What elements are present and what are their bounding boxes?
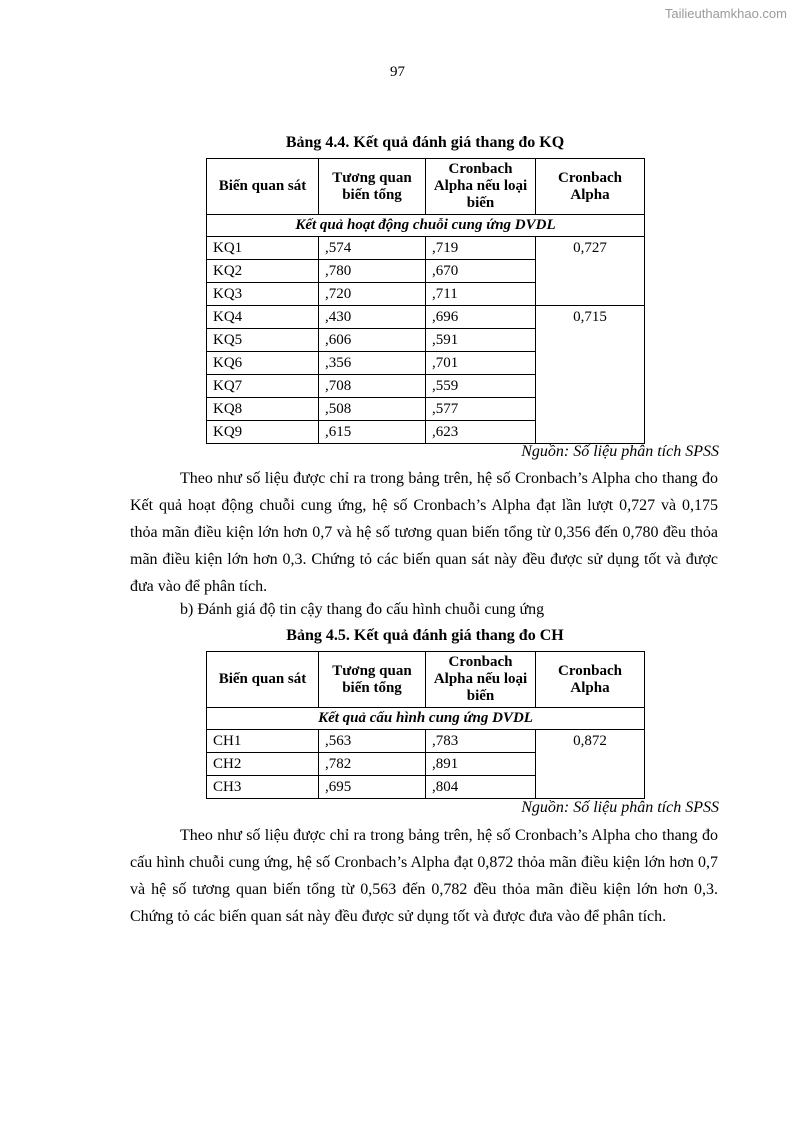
table-row: [207, 306, 645, 329]
table-cell-alpha: 0,872: [536, 730, 645, 799]
table-cell-corr: ,574: [319, 237, 426, 260]
table1-group-label: Kết quả hoạt động chuỗi cung ứng DVDL: [207, 215, 645, 237]
table-cell-alpha: 0,715: [536, 306, 645, 444]
table-cell-corr: ,720: [319, 283, 426, 306]
table2-header-alpha: Cronbach Alpha: [536, 652, 645, 708]
table2-header-alpha-if: Cronbach Alpha nếu loại biến: [426, 652, 536, 708]
table2: [206, 651, 645, 799]
table-cell-corr: ,606: [319, 329, 426, 352]
table1-group-row: [207, 215, 645, 237]
table-cell-alpha-if: ,670: [426, 260, 536, 283]
table1-header-alpha: Cronbach Alpha: [536, 159, 645, 215]
table-cell-alpha-if: ,783: [426, 730, 536, 753]
table2-caption: Bảng 4.5. Kết quả đánh giá thang đo CH: [286, 627, 564, 644]
table-cell-alpha-if: ,623: [426, 421, 536, 444]
table-cell-item: KQ8: [207, 398, 319, 421]
table2-header-item: Biến quan sát: [207, 652, 319, 708]
table-cell-corr: ,430: [319, 306, 426, 329]
paragraph-2: Theo như số liệu được chỉ ra trong bảng trên, hệ số Cronbach’s Alpha cho thang đo cấu hình chuỗi cung ứng, hệ số Cronbach’s Alpha đạt 0,872 thỏa mãn điều kiện lớn hơn 0,7 và hệ số tương quan biến tổng từ 0,563 đến 0,782 đều thỏa mãn điều kiện lớn hơn 0,3. Chứng tỏ các biến quan sát này đều được sử dụng tốt và được đưa vào để phân tích.: [130, 827, 718, 925]
table-cell-item: KQ6: [207, 352, 319, 375]
table-cell-alpha-if: ,719: [426, 237, 536, 260]
table-cell-item: KQ4: [207, 306, 319, 329]
table-cell-item: KQ3: [207, 283, 319, 306]
table-cell-alpha-if: ,559: [426, 375, 536, 398]
table-cell-alpha-if: ,804: [426, 776, 536, 799]
table-cell-corr: ,508: [319, 398, 426, 421]
table-cell-alpha-if: ,696: [426, 306, 536, 329]
section-subheading: b) Đánh giá độ tin cậy thang đo cấu hình chuỗi cung ứng: [180, 601, 545, 618]
table-cell-corr: ,782: [319, 753, 426, 776]
table-cell-item: CH1: [207, 730, 319, 753]
table-cell-item: KQ7: [207, 375, 319, 398]
table1-header-corr: Tương quan biến tổng: [319, 159, 426, 215]
table-cell-corr: ,615: [319, 421, 426, 444]
table1-header-row: [207, 159, 645, 215]
table-cell-corr: ,708: [319, 375, 426, 398]
table1-source: Nguồn: Số liệu phân tích SPSS: [521, 443, 719, 460]
table2-header-row: [207, 652, 645, 708]
page-number: 97: [390, 64, 405, 80]
watermark: Tailieuthamkhao.com: [664, 6, 787, 21]
table2-source: Nguồn: Số liệu phân tích SPSS: [521, 799, 719, 816]
table-cell-item: CH2: [207, 753, 319, 776]
table-cell-alpha-if: ,577: [426, 398, 536, 421]
table1-caption: Bảng 4.4. Kết quả đánh giá thang đo KQ: [285, 134, 565, 151]
table-row: [207, 730, 645, 753]
table-cell-alpha-if: ,591: [426, 329, 536, 352]
table-cell-alpha-if: ,711: [426, 283, 536, 306]
table-cell-item: KQ5: [207, 329, 319, 352]
table1-header-item: Biến quan sát: [207, 159, 319, 215]
table2-group-label: Kết quả cấu hình cung ứng DVDL: [207, 708, 645, 730]
table-cell-alpha: 0,727: [536, 237, 645, 306]
table-cell-alpha-if: ,891: [426, 753, 536, 776]
table-cell-item: KQ2: [207, 260, 319, 283]
table-cell-item: KQ9: [207, 421, 319, 444]
table2-header-corr: Tương quan biến tổng: [319, 652, 426, 708]
table1: [206, 158, 645, 444]
table-row: [207, 237, 645, 260]
table1-header-alpha-if: Cronbach Alpha nếu loại biến: [426, 159, 536, 215]
table-cell-corr: ,563: [319, 730, 426, 753]
table-cell-corr: ,356: [319, 352, 426, 375]
table-cell-item: CH3: [207, 776, 319, 799]
table2-group-row: [207, 708, 645, 730]
table-cell-corr: ,695: [319, 776, 426, 799]
paragraph-1: Theo như số liệu được chỉ ra trong bảng trên, hệ số Cronbach’s Alpha cho thang đo Kết quả hoạt động chuỗi cung ứng, hệ số Cronbach’s Alpha đạt lần lượt 0,727 và 0,175 thỏa mãn điều kiện lớn hơn 0,7 và hệ số tương quan biến tổng từ 0,356 đến 0,780 đều thỏa mãn điều kiện lớn hơn 0,3. Chứng tỏ các biến quan sát này đều được sử dụng tốt và được đưa vào để phân tích.: [130, 470, 718, 595]
table-cell-corr: ,780: [319, 260, 426, 283]
table-cell-alpha-if: ,701: [426, 352, 536, 375]
table-cell-item: KQ1: [207, 237, 319, 260]
